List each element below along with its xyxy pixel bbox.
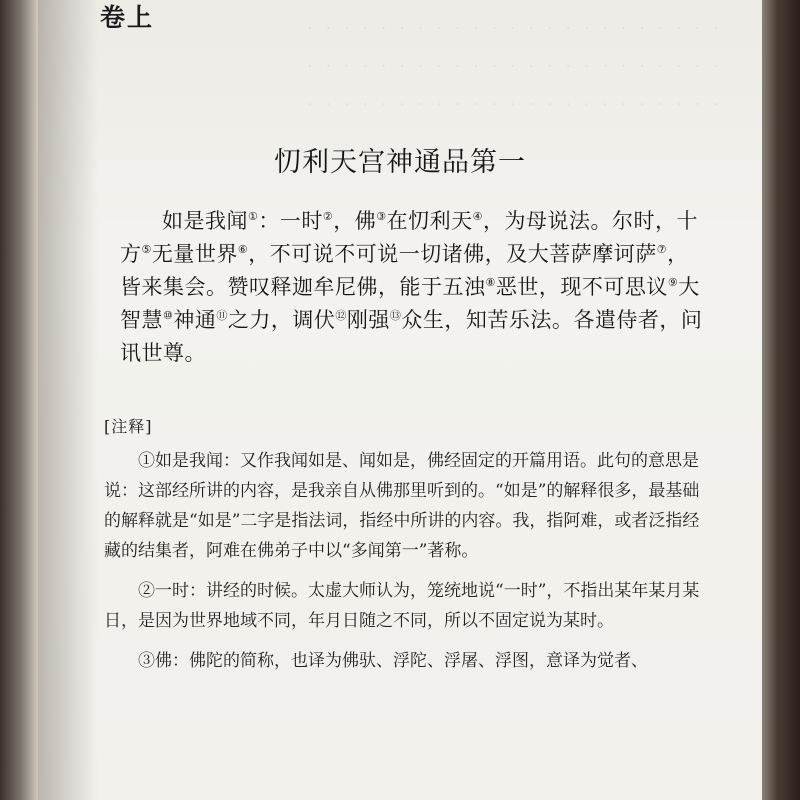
sutra-text-segment: 刚强 [346, 308, 390, 332]
sutra-paragraph [120, 205, 710, 370]
sutra-text-segment: ，佛 [333, 209, 377, 233]
sutra-text-segment: 在忉利天 [386, 209, 473, 233]
book-spine [0, 0, 38, 800]
sutra-text-segment: 无量世界 [151, 242, 238, 266]
sutra-text-segment: 恶世，现不可思议 [495, 275, 668, 299]
sutra-text-segment: 大智慧 [120, 275, 700, 332]
note-item: ①如是我闻：又作我闻如是、闻如是，佛经固定的开篇用语。此句的意思是说：这部经所讲的内容，是我亲自从佛那里听到的。“如是”的解释很多，最基础的解释就是“如是”二字是指法词，指经中所讲的内容。我，指阿难，或者泛指经藏的结集者，阿难在佛弟子中以“多闻第一”著称。 [104, 451, 700, 561]
footnote-marker[interactable]: ⑩ [163, 309, 174, 322]
sutra-text-segment: ，不可说不可说一切诸佛，及大菩萨摩诃萨 [248, 242, 657, 266]
book-page [38, 0, 762, 800]
footnote-marker[interactable]: ⑫ [335, 309, 347, 322]
sutra-text-segment: 之力，调伏 [227, 308, 336, 332]
note-item: ②一时：讲经的时候。太虚大师认为，笼统地说“一时”，不指出某年某月某日，是因为世界地域不同，年月日随之不同，所以不固定说为某时。 [104, 581, 700, 631]
footnote-marker[interactable]: ⑧ [485, 276, 496, 289]
chapter-title: 忉利天宫神通品第一 [274, 147, 526, 178]
notes-heading: [注释] [104, 417, 153, 436]
sutra-text-segment: 如是我闻 [162, 209, 248, 233]
sutra-text-segment: 众生，知苦乐法。各遣侍者，问讯世尊。 [120, 308, 703, 365]
footnote-marker[interactable]: ⑬ [389, 309, 402, 322]
show-through-text: · · · · · · · · · · · · · · · · · · · · · · · · · · · · · · · · · · · · · · · · · · · · · · · · · · · · · · · · · · · · · · · · · · · · · [307, 21, 718, 113]
sutra-text-segment: 神通 [173, 308, 217, 332]
footnote-marker[interactable]: ⑥ [237, 243, 249, 256]
footnote-marker[interactable]: ⑪ [216, 309, 228, 322]
footnote-marker[interactable]: ② [322, 210, 334, 223]
footnote-marker[interactable]: ① [248, 210, 259, 223]
sutra-text-segment: ：一时 [258, 209, 323, 233]
sutra-text-segment: ，为母说法。尔时，十方 [120, 209, 698, 266]
sutra-text-segment: ，皆来集会。赞叹释迦牟尼佛，能于五浊 [120, 242, 689, 299]
footnote-marker[interactable]: ④ [472, 210, 483, 223]
sutra-text [120, 205, 710, 370]
chapter-label: 卷上 [100, 3, 155, 32]
notes-list [104, 446, 708, 686]
footnote-marker[interactable]: ⑤ [141, 243, 152, 256]
footnote-marker[interactable]: ⑦ [656, 243, 668, 256]
background-edge [762, 0, 800, 800]
footnote-marker[interactable]: ③ [376, 210, 387, 223]
footnote-marker[interactable]: ⑨ [667, 276, 679, 289]
note-item: ③佛：佛陀的简称，也译为佛驮、浮陀、浮屠、浮图，意译为觉者、 [138, 651, 648, 671]
